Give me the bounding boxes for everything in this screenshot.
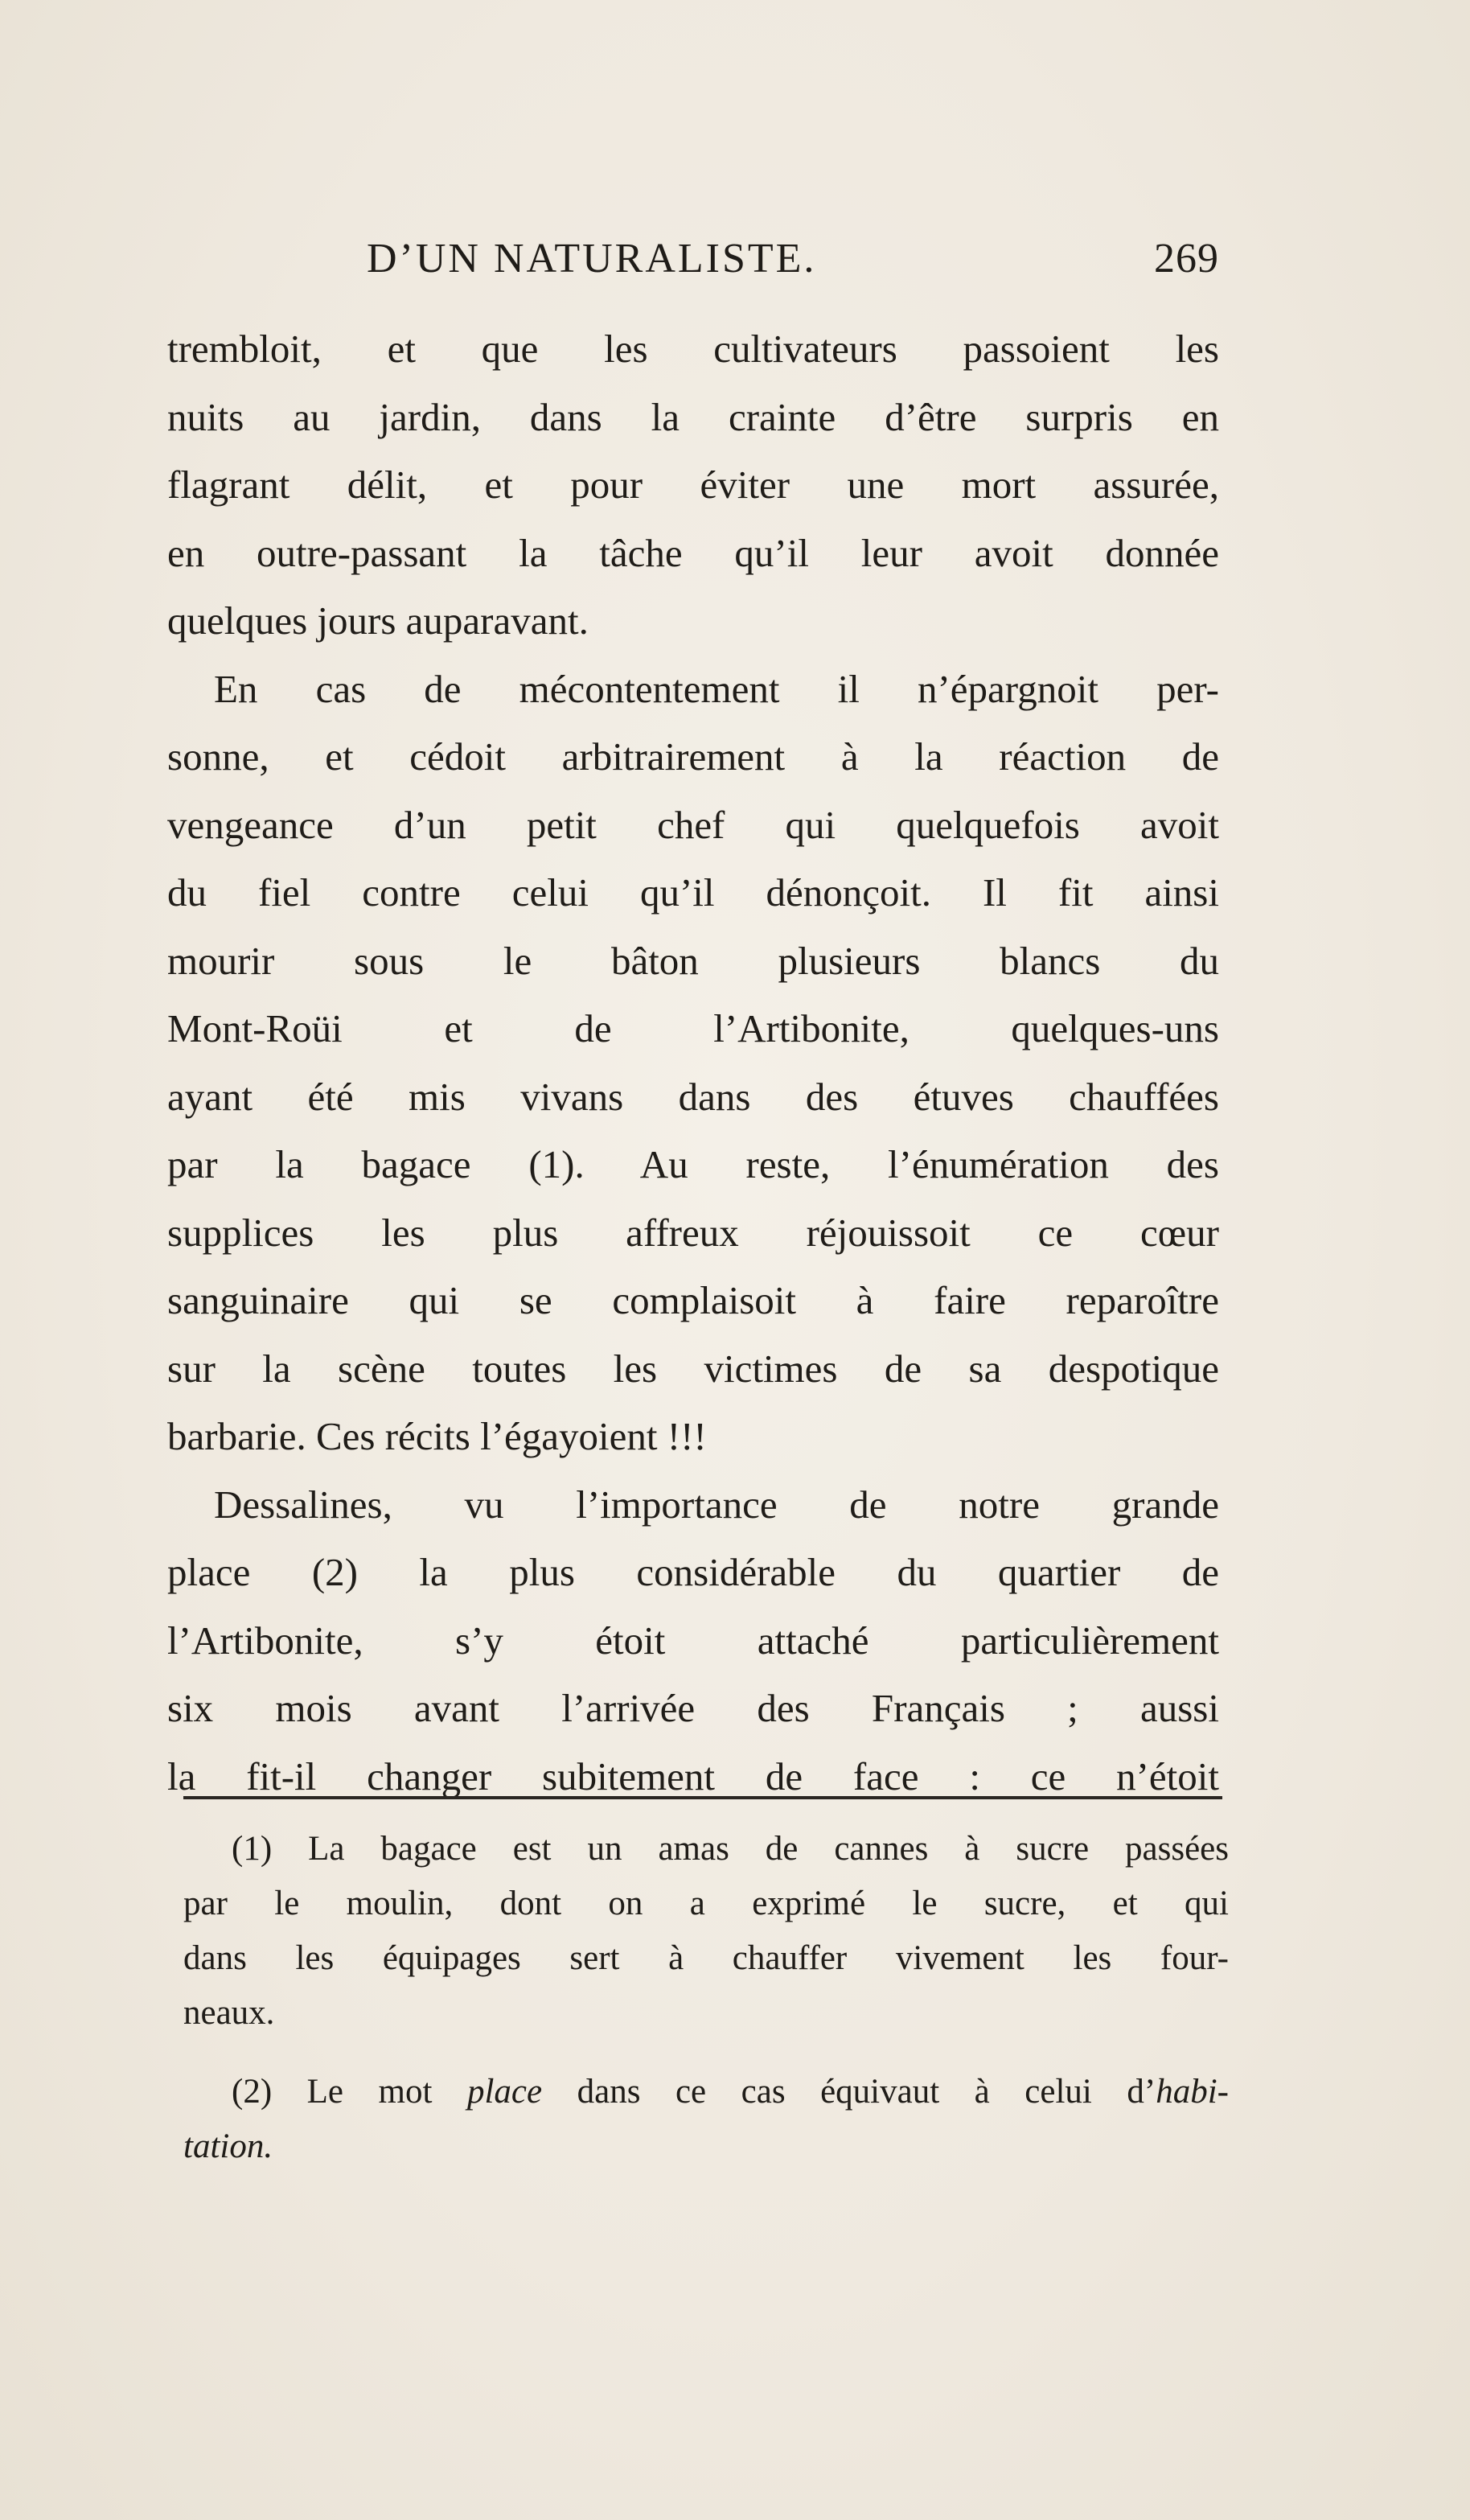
body-line: quelques jours auparavant.: [167, 598, 589, 643]
body-line: ayant été mis vivans dans des étuves chauffées: [167, 1074, 1219, 1119]
note2-middle: dans ce cas équivaut à celui d’: [542, 2073, 1156, 2111]
footnotes: [183, 1822, 1229, 2174]
body-line: nuits au jardin, dans la crainte d’être surpris en: [167, 394, 1219, 439]
body-line: mourir sous le bâton plusieurs blancs du: [167, 938, 1219, 983]
body-line: sur la scène toutes les victimes de sa despotique: [167, 1346, 1219, 1391]
body-line: place (2) la plus considérable du quartier de: [167, 1550, 1219, 1594]
body-line: Mont-Roüi et de l’Artibonite, quelques-uns: [167, 1006, 1219, 1050]
body-line: en outre-passant la tâche qu’il leur avoit donnée: [167, 530, 1219, 575]
footnote-rule: [183, 1796, 1222, 1799]
page-number: 269: [1154, 236, 1219, 282]
footnote-gap: [183, 2041, 1229, 2065]
body-text: [167, 315, 1219, 1811]
body-line: barbarie. Ces récits l’égayoient !!!: [167, 1414, 707, 1458]
body-line: du fiel contre celui qu’il dénonçoit. Il fit ainsi: [167, 870, 1219, 915]
body-line: vengeance d’un petit chef qui quelquefois avoit: [167, 802, 1219, 847]
footnote-line: tation.: [183, 2127, 273, 2165]
footnote-line: [183, 2065, 1229, 2119]
body-line: supplices les plus affreux réjouissoit ce cœur: [167, 1210, 1219, 1255]
note2-italic-word: place: [466, 2073, 543, 2111]
body-line: En cas de mécontentement il n’épargnoit per-: [214, 666, 1219, 711]
body-line: six mois avant l’arrivée des Français ; aussi: [167, 1686, 1219, 1730]
body-line: la fit-il changer subitement de face : ce n’étoit: [167, 1753, 1219, 1799]
body-line: trembloit, et que les cultivateurs passoient les: [167, 327, 1219, 371]
note2-italic-end: habi-: [1156, 2073, 1229, 2111]
footnote-line: dans les équipages sert à chauffer vivement les four-: [183, 1939, 1229, 1977]
page-header: [167, 227, 1219, 291]
body-line: par la bagace (1). Au reste, l’énumération des: [167, 1142, 1219, 1186]
footnote-line: par le moulin, dont on a exprimé le sucre, et qui: [183, 1885, 1229, 1922]
body-line: Dessalines, vu l’importance de notre grande: [214, 1482, 1219, 1527]
body-line: flagrant délit, et pour éviter une mort assurée,: [167, 462, 1219, 507]
body-line: sonne, et cédoit arbitrairement à la réaction de: [167, 734, 1219, 779]
footnote-line: (1) La bagace est un amas de cannes à sucre passées: [232, 1830, 1229, 1868]
body-line: sanguinaire qui se complaisoit à faire reparoître: [167, 1278, 1219, 1322]
footnote-line: neaux.: [183, 1994, 275, 2032]
note2-prefix: (2) Le mot: [232, 2073, 467, 2111]
running-title: D’UN NATURALISTE.: [367, 236, 817, 282]
body-line: l’Artibonite, s’y étoit attaché particulièrement: [167, 1618, 1219, 1663]
